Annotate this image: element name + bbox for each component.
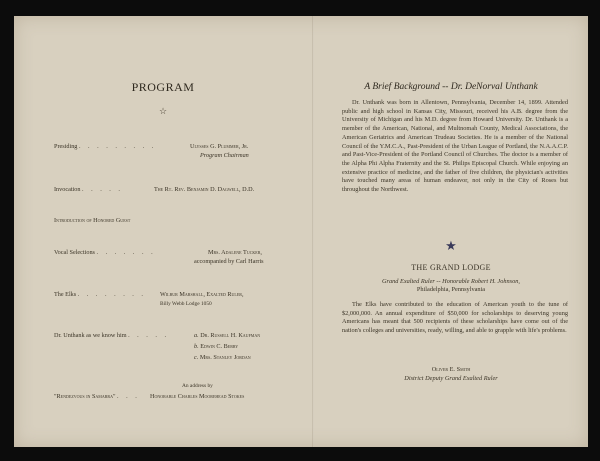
elks-name: Wilbur Marshall, Exalted Ruler, [160,291,244,298]
vocal-name: Mrs. Adalene Tucker, [208,249,262,256]
right-panel [314,16,588,447]
speaker-a: a. Dr. Russell H. Kaufman [194,332,261,339]
elks-label: The Elks . . . . . . . . [54,291,146,298]
grand-lodge-title: THE GRAND LODGE [411,263,491,272]
elks-lodge: Billy Webb Lodge 1050 [160,301,212,307]
grand-lodge-text: The Elks have contributed to the education of American youth to the tune of $2,000,000. An annual expenditure of $50,000 for scholarships to deserving young Americans has meant that 500 recipients of these scholarships have come out of the nation's colleges and universities, ready, willing, and able to grapple with life's problems. [342,301,568,335]
star-icon: ★ [445,238,457,253]
invocation-label: Invocation . . . . . [54,186,123,193]
vocal-label: Vocal Selections . . . . . . . [54,249,156,256]
rendezvous-label: "Rendezvous in Samarra" . . . [54,393,140,400]
speaker-b: b. Edwin C. Berry [194,343,239,350]
background-title: A Brief Background -- Dr. DeNorval Unthank [364,82,538,92]
background-text: Dr. Unthank was born in Allentown, Pennsylvania, December 14, 1899. Attended public and high school in Kansas City, Missouri, received his A.B. degree from the University of Michigan and his M.D. degree from Howard University. Dr. Unthank is a member of the American, National, and Multnomah County, Medical Associations, the American Geriatrics and American Trudeau Societies. He is a member of the National Council of the Y.M.C.A., Past-President of the Urban League of Portland, the N.A.A.C.P. and Past-Vice-President of the Portland Council of Churches. The doctor is a member of the Alpha Phi Alpha Fraternity and the St. Philips Episcopal Church. While enjoying an extensive practice of medicine, and the father of five children, the physician's activities have touched many areas of human endeavor, not only in the City of Roses but throughout the Northwest. [342,99,568,194]
unthank-label: Dr. Unthank as we know him . . . . . [54,332,169,339]
presiding-label: Presiding . . . . . . . . . [54,143,157,150]
presiding-role: Program Chairman [200,152,249,159]
ruler-line: Grand Exalted Ruler -- Honorable Robert H. Johnson, [382,278,520,285]
address-intro: An address by [182,383,213,389]
signature-role: District Deputy Grand Exalted Ruler [404,375,498,382]
star-outline-icon: ☆ [158,106,168,116]
speaker-c: c. Mrs. Stanley Jordan [194,354,251,361]
address-speaker: Honorable Charles Moorehead Stokes [150,393,245,400]
grand-lodge-ruler [314,278,588,294]
introduction-label: Introduction of Honored Guest [54,217,131,224]
ruler-place: Philadelphia, Pennsylvania [416,286,486,293]
vocal-accompanist: accompanied by Carl Harris [194,258,264,265]
left-panel [14,16,312,447]
signature-block [314,365,588,383]
invocation-name: The Rt. Rev. Benjamin D. Dagwell, D.D. [154,186,255,193]
signature-name: Oliver E. Smith [431,366,471,373]
program-title: PROGRAM [131,80,195,94]
presiding-name: Ulysses G. Plummer, Jr. [190,143,249,150]
